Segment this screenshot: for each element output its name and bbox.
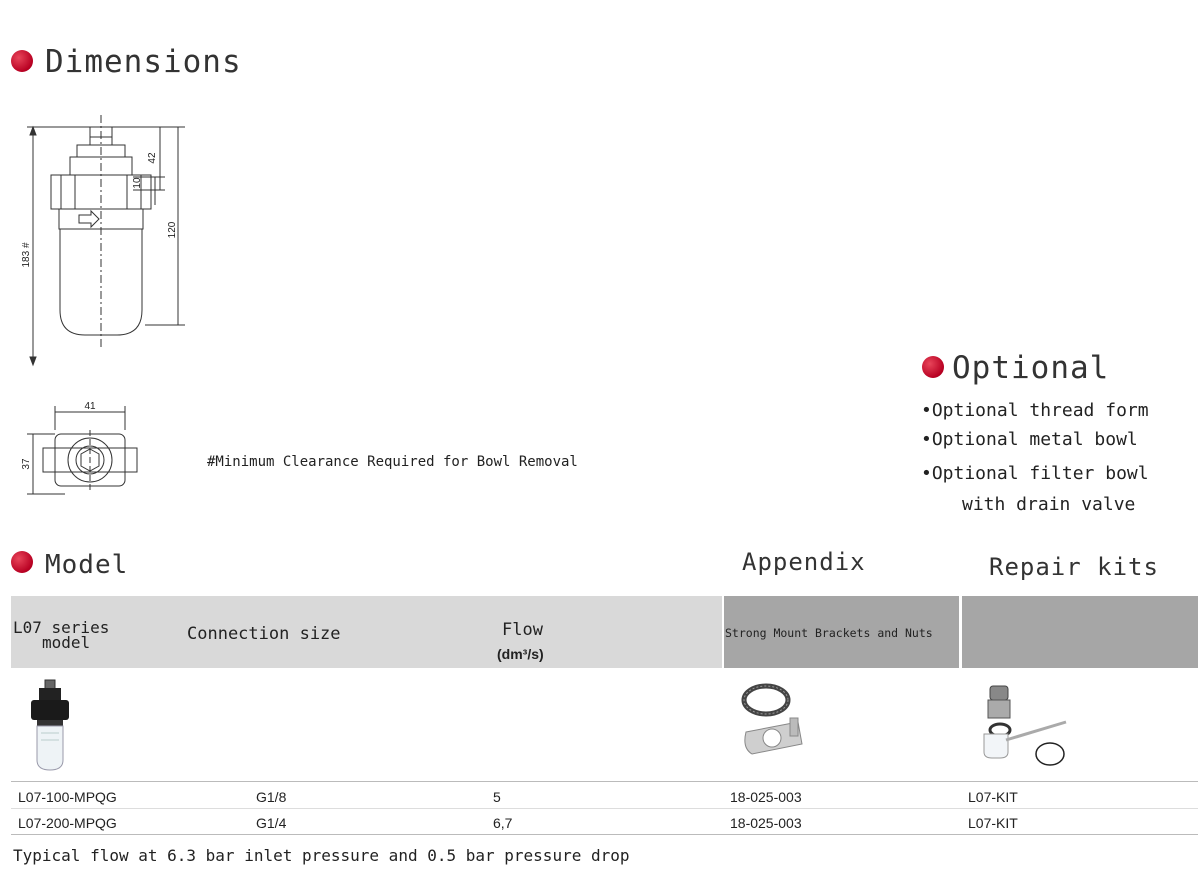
model-heading: Model <box>45 550 129 580</box>
optional-item-filter-bowl: •Optional filter bowl <box>921 463 1149 484</box>
appendix-heading: Appendix <box>742 548 866 576</box>
repair-kit-image <box>978 682 1073 772</box>
header-model-line1: L07 series <box>13 618 110 637</box>
mount-bracket-image <box>738 682 808 757</box>
top-view-drawing <box>15 400 145 510</box>
row1-repair: L07-KIT <box>968 789 1018 805</box>
side-view-drawing <box>15 115 195 375</box>
row2-flow: 6,7 <box>493 815 513 831</box>
optional-item-metal-bowl: •Optional metal bowl <box>921 429 1138 450</box>
section-bullet-icon <box>11 551 33 573</box>
header-appendix: Strong Mount Brackets and Nuts <box>725 626 933 640</box>
optional-heading: Optional <box>952 350 1110 386</box>
table-header-repair <box>962 596 1198 668</box>
dim-37-label: 37 <box>21 458 32 470</box>
table-divider <box>11 808 1198 809</box>
lubricator-product-image <box>25 678 80 773</box>
optional-item-drain-valve: with drain valve <box>962 494 1136 515</box>
dim-42-label: 42 <box>147 152 158 164</box>
row2-connection: G1/4 <box>256 815 287 831</box>
header-flow: Flow <box>502 620 543 640</box>
section-bullet-icon <box>922 356 944 378</box>
table-header-light <box>11 596 722 668</box>
dimensions-heading: Dimensions <box>45 44 242 80</box>
row1-flow: 5 <box>493 789 501 805</box>
dim-10-label: 10 <box>132 177 143 189</box>
optional-item-thread: •Optional thread form <box>921 400 1149 421</box>
repair-kits-heading: Repair kits <box>989 553 1159 581</box>
row2-appendix: 18-025-003 <box>730 815 802 831</box>
header-connection: Connection size <box>187 624 341 644</box>
row2-model: L07-200-MPQG <box>18 815 117 831</box>
row1-connection: G1/8 <box>256 789 287 805</box>
clearance-note: #Minimum Clearance Required for Bowl Removal <box>207 454 578 470</box>
dim-183-label: 183 # <box>21 242 32 268</box>
table-divider <box>11 834 1198 835</box>
row1-appendix: 18-025-003 <box>730 789 802 805</box>
header-flow-unit: (dm³/s) <box>497 646 544 662</box>
dim-41-label: 41 <box>84 401 96 412</box>
section-bullet-icon <box>11 50 33 72</box>
table-divider <box>11 781 1198 782</box>
header-model-line2: model <box>42 633 91 652</box>
row1-model: L07-100-MPQG <box>18 789 117 805</box>
row2-repair: L07-KIT <box>968 815 1018 831</box>
footnote: Typical flow at 6.3 bar inlet pressure and 0.5 bar pressure drop <box>13 846 630 865</box>
dim-120-label: 120 <box>167 221 178 239</box>
